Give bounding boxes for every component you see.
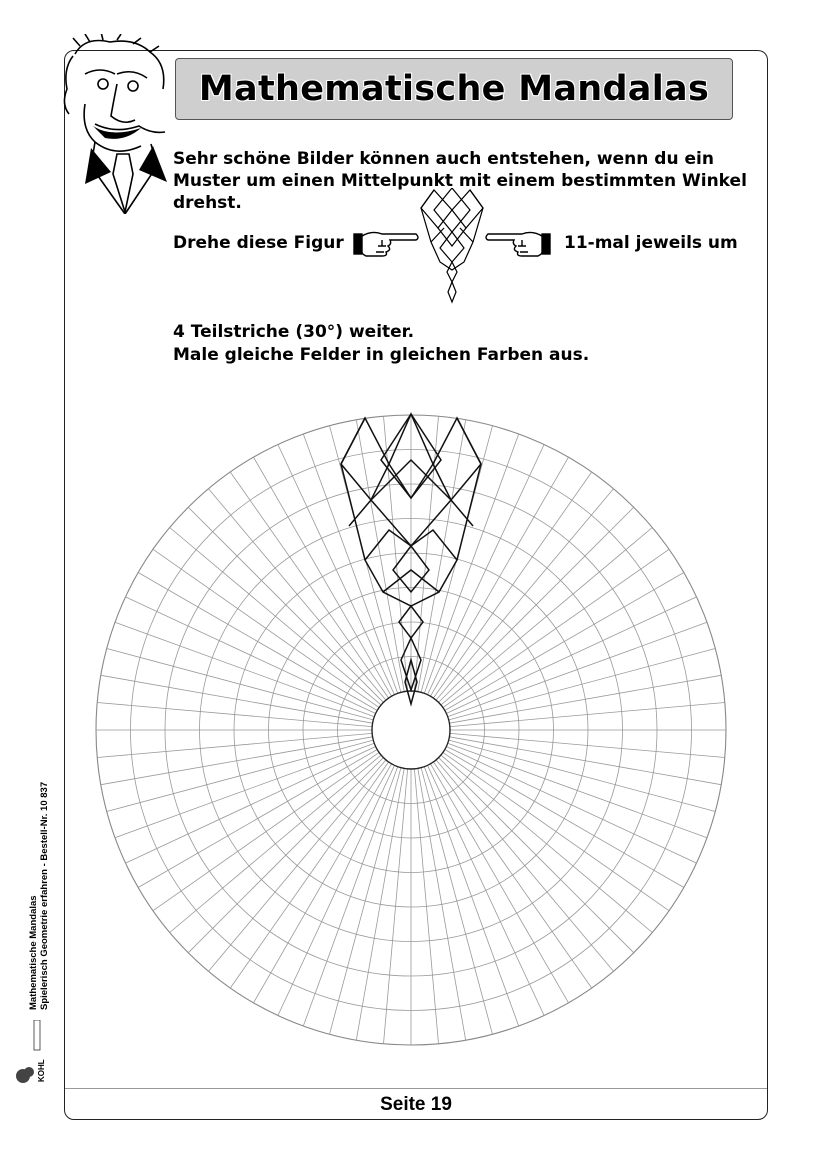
grid-spoke [449, 649, 716, 720]
grid-spoke [439, 507, 634, 702]
grid-spoke [209, 760, 386, 971]
instruction-line-3: Male gleiche Felder in gleichen Farben aus. [173, 345, 590, 365]
grid-spoke [384, 416, 408, 691]
instruction-continued [173, 321, 589, 367]
footer-divider [65, 1088, 767, 1089]
grid-spoke [448, 743, 707, 837]
instruction-part-1: Drehe diese Figur [173, 233, 344, 253]
grid-spoke [101, 737, 373, 785]
grid-spoke [209, 489, 386, 700]
grid-spoke [254, 764, 392, 1003]
grid-spoke [97, 703, 372, 727]
pointing-hand-right-icon [352, 226, 420, 260]
grid-spoke [421, 768, 492, 1035]
grid-spoke [126, 747, 376, 864]
intro-line-2: Muster um einen Mittelpunkt mit einem bestimmten Winkel [173, 171, 747, 191]
grid-spoke [441, 528, 652, 705]
grid-spoke [115, 622, 374, 716]
grid-spoke [436, 489, 613, 700]
grid-spoke [445, 750, 684, 888]
grid-spoke [97, 733, 372, 757]
grid-spoke [303, 767, 397, 1026]
title-box [175, 58, 733, 120]
grid-spoke [414, 416, 438, 691]
grid-spoke [424, 434, 518, 693]
side-imprint [28, 782, 50, 1010]
grid-spoke [188, 758, 383, 953]
grid-spoke [431, 457, 569, 696]
grid-spoke [428, 445, 545, 695]
page-number: Seite 19 [380, 1094, 452, 1115]
grid-spoke [439, 758, 634, 953]
page-title: Mathematische Mandalas [198, 69, 710, 109]
grid-spoke [126, 597, 376, 714]
side-imprint-line-2: Spielerisch Geometrie erfahren - Bestell-Nr. 10 837 [39, 781, 50, 1010]
grid-spoke [138, 573, 377, 711]
side-imprint-line-1: Mathematische Mandalas [28, 895, 39, 1010]
grid-spoke [424, 767, 518, 1026]
grid-spoke [115, 743, 374, 837]
grid-spoke [450, 733, 725, 757]
grid-spoke [449, 675, 721, 723]
grid-spoke [418, 768, 466, 1040]
grid-spoke [138, 750, 377, 888]
intro-line-3: drehst. [173, 193, 242, 213]
caricature-portrait-icon [55, 34, 175, 214]
grid-spoke [188, 507, 383, 702]
grid-spoke [448, 622, 707, 716]
grid-spoke [445, 573, 684, 711]
grid-spoke [441, 755, 652, 932]
instruction-line-2: 4 Teilstriche (30°) weiter. [173, 322, 415, 342]
publisher-name: KOHL [37, 1059, 46, 1082]
publisher-logo-icon [14, 1020, 48, 1090]
grid-spoke [107, 740, 374, 811]
intro-line-1: Sehr schöne Bilder können auch entstehen, wenn du ein [173, 149, 714, 169]
grid-spoke [428, 765, 545, 1015]
grid-spoke [431, 764, 569, 1003]
grid-spoke [254, 457, 392, 696]
grid-spoke [446, 597, 696, 714]
mandala-grid [93, 412, 729, 1048]
grid-spoke [107, 649, 374, 720]
grid-spoke [450, 703, 725, 727]
grid-spoke [446, 747, 696, 864]
grid-spoke [101, 675, 373, 723]
instruction-part-2: 11-mal jeweils um [564, 233, 738, 253]
grid-spoke [384, 769, 408, 1044]
pattern-figure-icon [418, 188, 486, 304]
grid-spoke [449, 737, 721, 785]
grid-spoke [356, 768, 404, 1040]
grid-spoke [170, 755, 381, 932]
grid-spoke [278, 765, 395, 1015]
grid-spoke [436, 760, 613, 971]
grid-spoke [303, 434, 397, 693]
grid-spoke [449, 740, 716, 811]
grid-spoke [170, 528, 381, 705]
grid-spoke [414, 769, 438, 1044]
pointing-hand-left-icon [484, 226, 552, 260]
grid-spoke [330, 768, 401, 1035]
grid-spoke [278, 445, 395, 695]
